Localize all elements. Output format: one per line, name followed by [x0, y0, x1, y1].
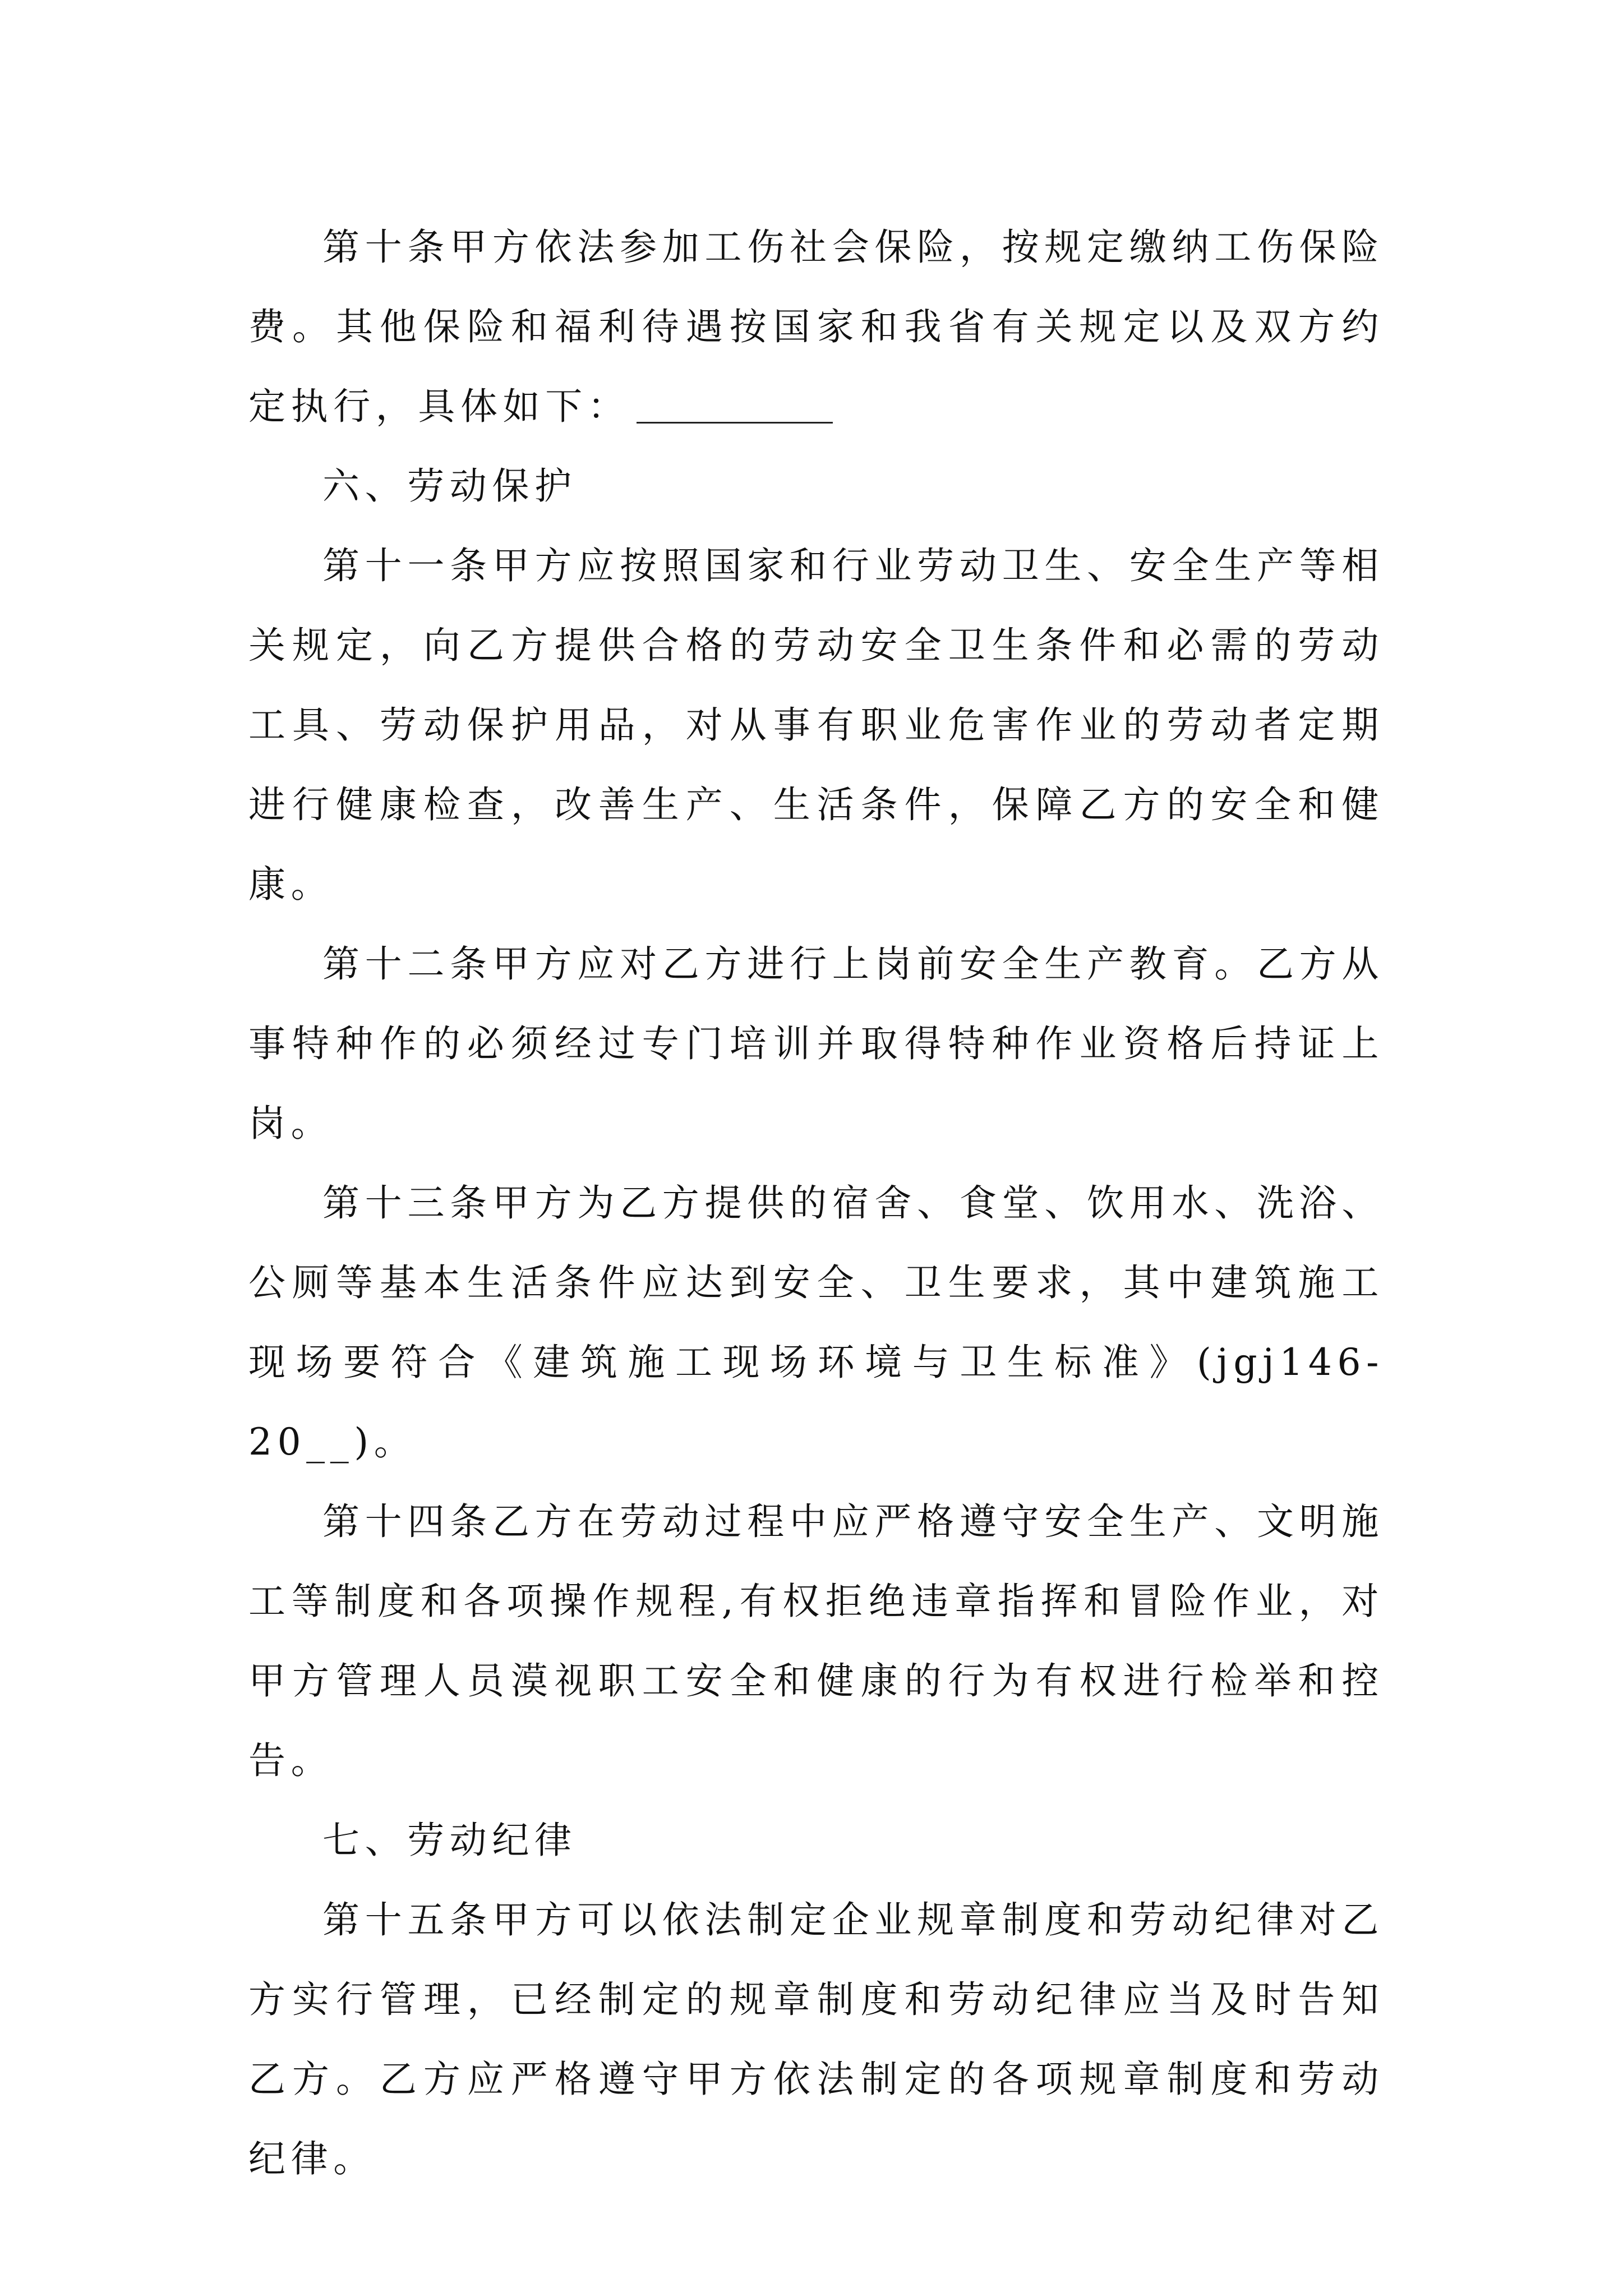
fill-in-blank-line: [637, 385, 833, 424]
article-11-paragraph: 第十一条甲方应按照国家和行业劳动卫生、安全生产等相关规定，向乙方提供合格的劳动安全卫生条件和必需的劳动工具、劳动保护用品，对从事有职业危害作业的劳动者定期进行健康检查，改善生产、生活条件，保障乙方的安全和健康。: [248, 544, 1384, 906]
article-12-paragraph: 第十二条甲方应对乙方进行上岗前安全生产教育。乙方从事特种作的必须经过专门培训并取得特种作业资格后持证上岗。: [248, 942, 1384, 1145]
document-body: [248, 208, 1384, 2199]
article-10-paragraph: [248, 208, 1384, 447]
section-heading-labor-discipline: 七、劳动纪律: [322, 1819, 577, 1862]
article-15-paragraph: 第十五条甲方可以依法制定企业规章制度和劳动纪律对乙方实行管理，已经制定的规章制度和劳动纪律应当及时告知乙方。乙方应严格遵守甲方依法制定的各项规章制度和劳动纪律。: [248, 1898, 1384, 2180]
section-heading-labor-protection: 六、劳动保护: [322, 464, 577, 508]
article-13-paragraph: 第十三条甲方为乙方提供的宿舍、食堂、饮用水、洗浴、公厕等基本生活条件应达到安全、卫生要求，其中建筑施工现场要符合《建筑施工现场环境与卫生标准》(jgj146-20__)。: [248, 1181, 1384, 1464]
article-14-paragraph: 第十四条乙方在劳动过程中应严格遵守安全生产、文明施工等制度和各项操作规程,有权拒绝违章指挥和冒险作业，对甲方管理人员漠视职工安全和健康的行为有权进行检举和控告。: [248, 1500, 1384, 1782]
article-10-text: 第十条甲方依法参加工伤社会保险，按规定缴纳工伤保险费。其他保险和福利待遇按国家和我省有关规定以及双方约定执行，具体如下：: [248, 226, 1384, 428]
